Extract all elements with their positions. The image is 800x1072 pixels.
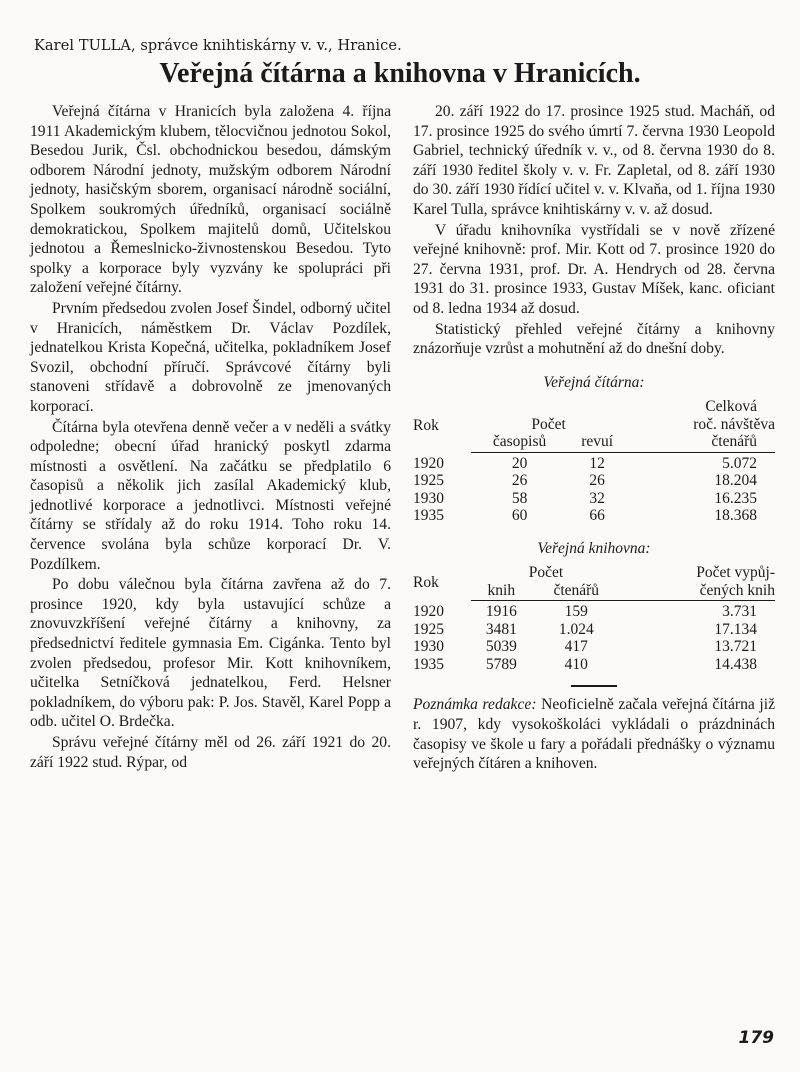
- column-header-group: Počet: [531, 415, 566, 433]
- editorial-note-label: Poznámka redakce:: [413, 696, 537, 714]
- column-header-periodicals: časopisů: [471, 433, 568, 452]
- table-cell: 32: [589, 489, 605, 507]
- table-cell: 13.721: [714, 638, 757, 656]
- paragraph: Po dobu válečnou byla čítárna zavřena až do 7. prosince 1920, kdy byla ustavující schůze a znovuvzkříšení veřejné čítárny a knihovny, za předsednictví ředitele gymnasia Em. Cigánka. Tento byl zvolen předsedou, profesor Mir. Kott knihovníkem, učitelka Setníčková jednatelkou, Ferd. Helsner pokladníkem, do výboru pak: P. Jos. Stavěl, Karel Popp a odb. učitel O. Brdečka.: [30, 576, 391, 731]
- table-row: [413, 601, 775, 621]
- paragraph: 20. září 1922 do 17. prosince 1925 stud. Macháň, od 17. prosince 1925 do svého úmrtí 7. června 1930 Leopold Gabriel, technický úředník v. v., od 8. června 1930 do 8. září 1930 ředitel školy v. v. Fr. Zapletal, od 8. září 1930 do 30. září 1930 řídící učitel v. v. Klvaňa, od 1. října 1930 Karel Tulla, správce knihtiskárny v. v. až dosud.: [413, 103, 775, 218]
- table-cell: 1935: [413, 655, 444, 673]
- divider: [571, 685, 617, 687]
- table-cell: 18.368: [714, 507, 757, 525]
- table-cell: 1920: [413, 603, 444, 621]
- table-row: [413, 638, 775, 656]
- table-cell: 26: [511, 472, 528, 490]
- table-cell: 18.204: [714, 472, 757, 490]
- reading-room-table-caption: Veřejná čítárna:: [543, 373, 645, 391]
- table-cell: 16.235: [714, 489, 757, 507]
- table-row: [413, 656, 775, 674]
- table-cell: 12: [589, 454, 605, 472]
- table-row: [413, 507, 775, 525]
- table-cell: 26: [589, 472, 605, 490]
- paragraph: Správu veřejné čítárny měl od 26. září 1921 do 20. září 1922 stud. Rýpar, od: [30, 734, 391, 771]
- table-row: [413, 490, 775, 508]
- table-cell: 20: [511, 454, 528, 472]
- paragraph: Prvním předsedou zvolen Josef Šindel, odborný učitel v Hranicích, náměstkem Dr. Václav Pozdílek, jednatelkou Krista Kopečná, učitelka, pokladníkem Josef Svozil, obchodní příručí. Správcové čítárny byli stanoveni střídavě a dobrovolně ze jmenovaných korporací.: [30, 299, 391, 415]
- table-cell: 1916: [485, 603, 517, 621]
- column-header-books: knih: [471, 582, 532, 601]
- reading-room-table: [413, 398, 775, 525]
- page-number: 179: [738, 1028, 774, 1048]
- column-header-readers: čtenářů: [532, 582, 621, 601]
- table-row: [413, 621, 775, 639]
- table-cell: 1925: [413, 472, 444, 490]
- paragraph: Veřejná čítárna v Hranicích byla založena 4. října 1911 Akademickým klubem, tělocvičnou jednotou Sokol, Besedou Jurik, Čsl. obchodnickou besedou, dámským odborem Národní jednoty, mužským odborem Národní jednoty, hasičským sborem, organisací národně sociální, Spolkem soukromých úředníků, organisací sociálně demokratickou, Spolkem majitelů domů, Učitelskou jednotou a Řemeslnicko-živnostenskou Besedou. Tyto spolky a korporace byly vyzvány ke spolupráci při založení veřejné čítárny.: [30, 103, 391, 297]
- table-cell: 60: [511, 507, 528, 525]
- column-header-group: Počet: [528, 564, 564, 582]
- table-cell: 5039: [485, 638, 517, 656]
- editorial-note: [413, 695, 775, 773]
- table-cell: 3481: [485, 620, 517, 638]
- table-cell: 1930: [413, 638, 444, 656]
- column-header-total: Celková: [705, 398, 757, 416]
- paragraph: Statistický přehled veřejné čítárny a knihovny znázorňuje vzrůst a mohutnění až do dnešní doby.: [413, 320, 775, 358]
- table-cell: 1920: [413, 454, 444, 472]
- table-cell: 1925: [413, 620, 444, 638]
- author-byline: Karel TULLA, správce knihtiskárny v. v., Hranice.: [34, 38, 402, 54]
- column-header-total: čtenářů: [626, 433, 775, 452]
- article-title: Veřejná čítárna a knihovna v Hranicích.: [159, 58, 641, 89]
- left-column: [30, 102, 391, 772]
- table-cell: 5789: [485, 655, 517, 673]
- table-cell: 66: [589, 507, 605, 525]
- table-cell: 5.072: [722, 454, 757, 472]
- column-header-loans: čených knih: [621, 582, 775, 601]
- table-cell: 410: [564, 655, 588, 673]
- column-header-magazines: revuí: [568, 433, 626, 452]
- paragraph: V úřadu knihovníka vystřídali se v nově zřízené veřejné knihovně: prof. Mir. Kott od 7. prosince 1920 do 27. června 1931, prof. Dr. A. Hendrych od 28. června 1931 do 31. prosince 1933, Gustav Míšek, kanc. oficiant od 8. ledna 1934 až dosud.: [413, 221, 775, 317]
- column-header-year: Rok: [413, 573, 439, 591]
- paragraph: Čítárna byla otevřena denně večer a v neděli a svátky odpoledne; obecní úřad hranický poskytl zdarma místnosti a osvětlení. Na začátku se předplatilo 6 časopisů a několik jich zasílal Akademický klub, jednotlivé korporace a jednotlivci. Místnosti veřejné čítárny se střídaly až do roku 1914. Toho roku 14. července svolána byla schůze korporací Dr. V. Pozdílkem.: [30, 418, 391, 573]
- table-cell: 159: [564, 603, 588, 621]
- table-cell: 417: [564, 638, 588, 656]
- table-cell: 1.024: [558, 620, 594, 638]
- table-cell: 1930: [413, 489, 444, 507]
- table-cell: 1935: [413, 507, 444, 525]
- right-column: [413, 102, 775, 774]
- library-table-caption: Veřejná knihovna:: [537, 539, 651, 557]
- table-row: [413, 472, 775, 490]
- table-cell: 3.731: [722, 603, 757, 621]
- table-row: [413, 452, 775, 472]
- table-cell: 58: [511, 489, 528, 507]
- column-header-loans: Počet vypůj-: [696, 564, 775, 582]
- column-header-year: Rok: [413, 416, 439, 434]
- table-cell: 14.438: [714, 655, 757, 673]
- table-cell: 17.134: [714, 620, 757, 638]
- column-header-total: roč. návštěva: [693, 415, 775, 433]
- library-table: [413, 564, 775, 673]
- editorial-note-text: Neoficielně začala veřejná čítárna již r. 1907, kdy vysokoškoláci vykládali o prázdninách časopisy ve škole u fary a pořádali přednášky o významu veřejných čítáren a knihoven.: [413, 696, 775, 773]
